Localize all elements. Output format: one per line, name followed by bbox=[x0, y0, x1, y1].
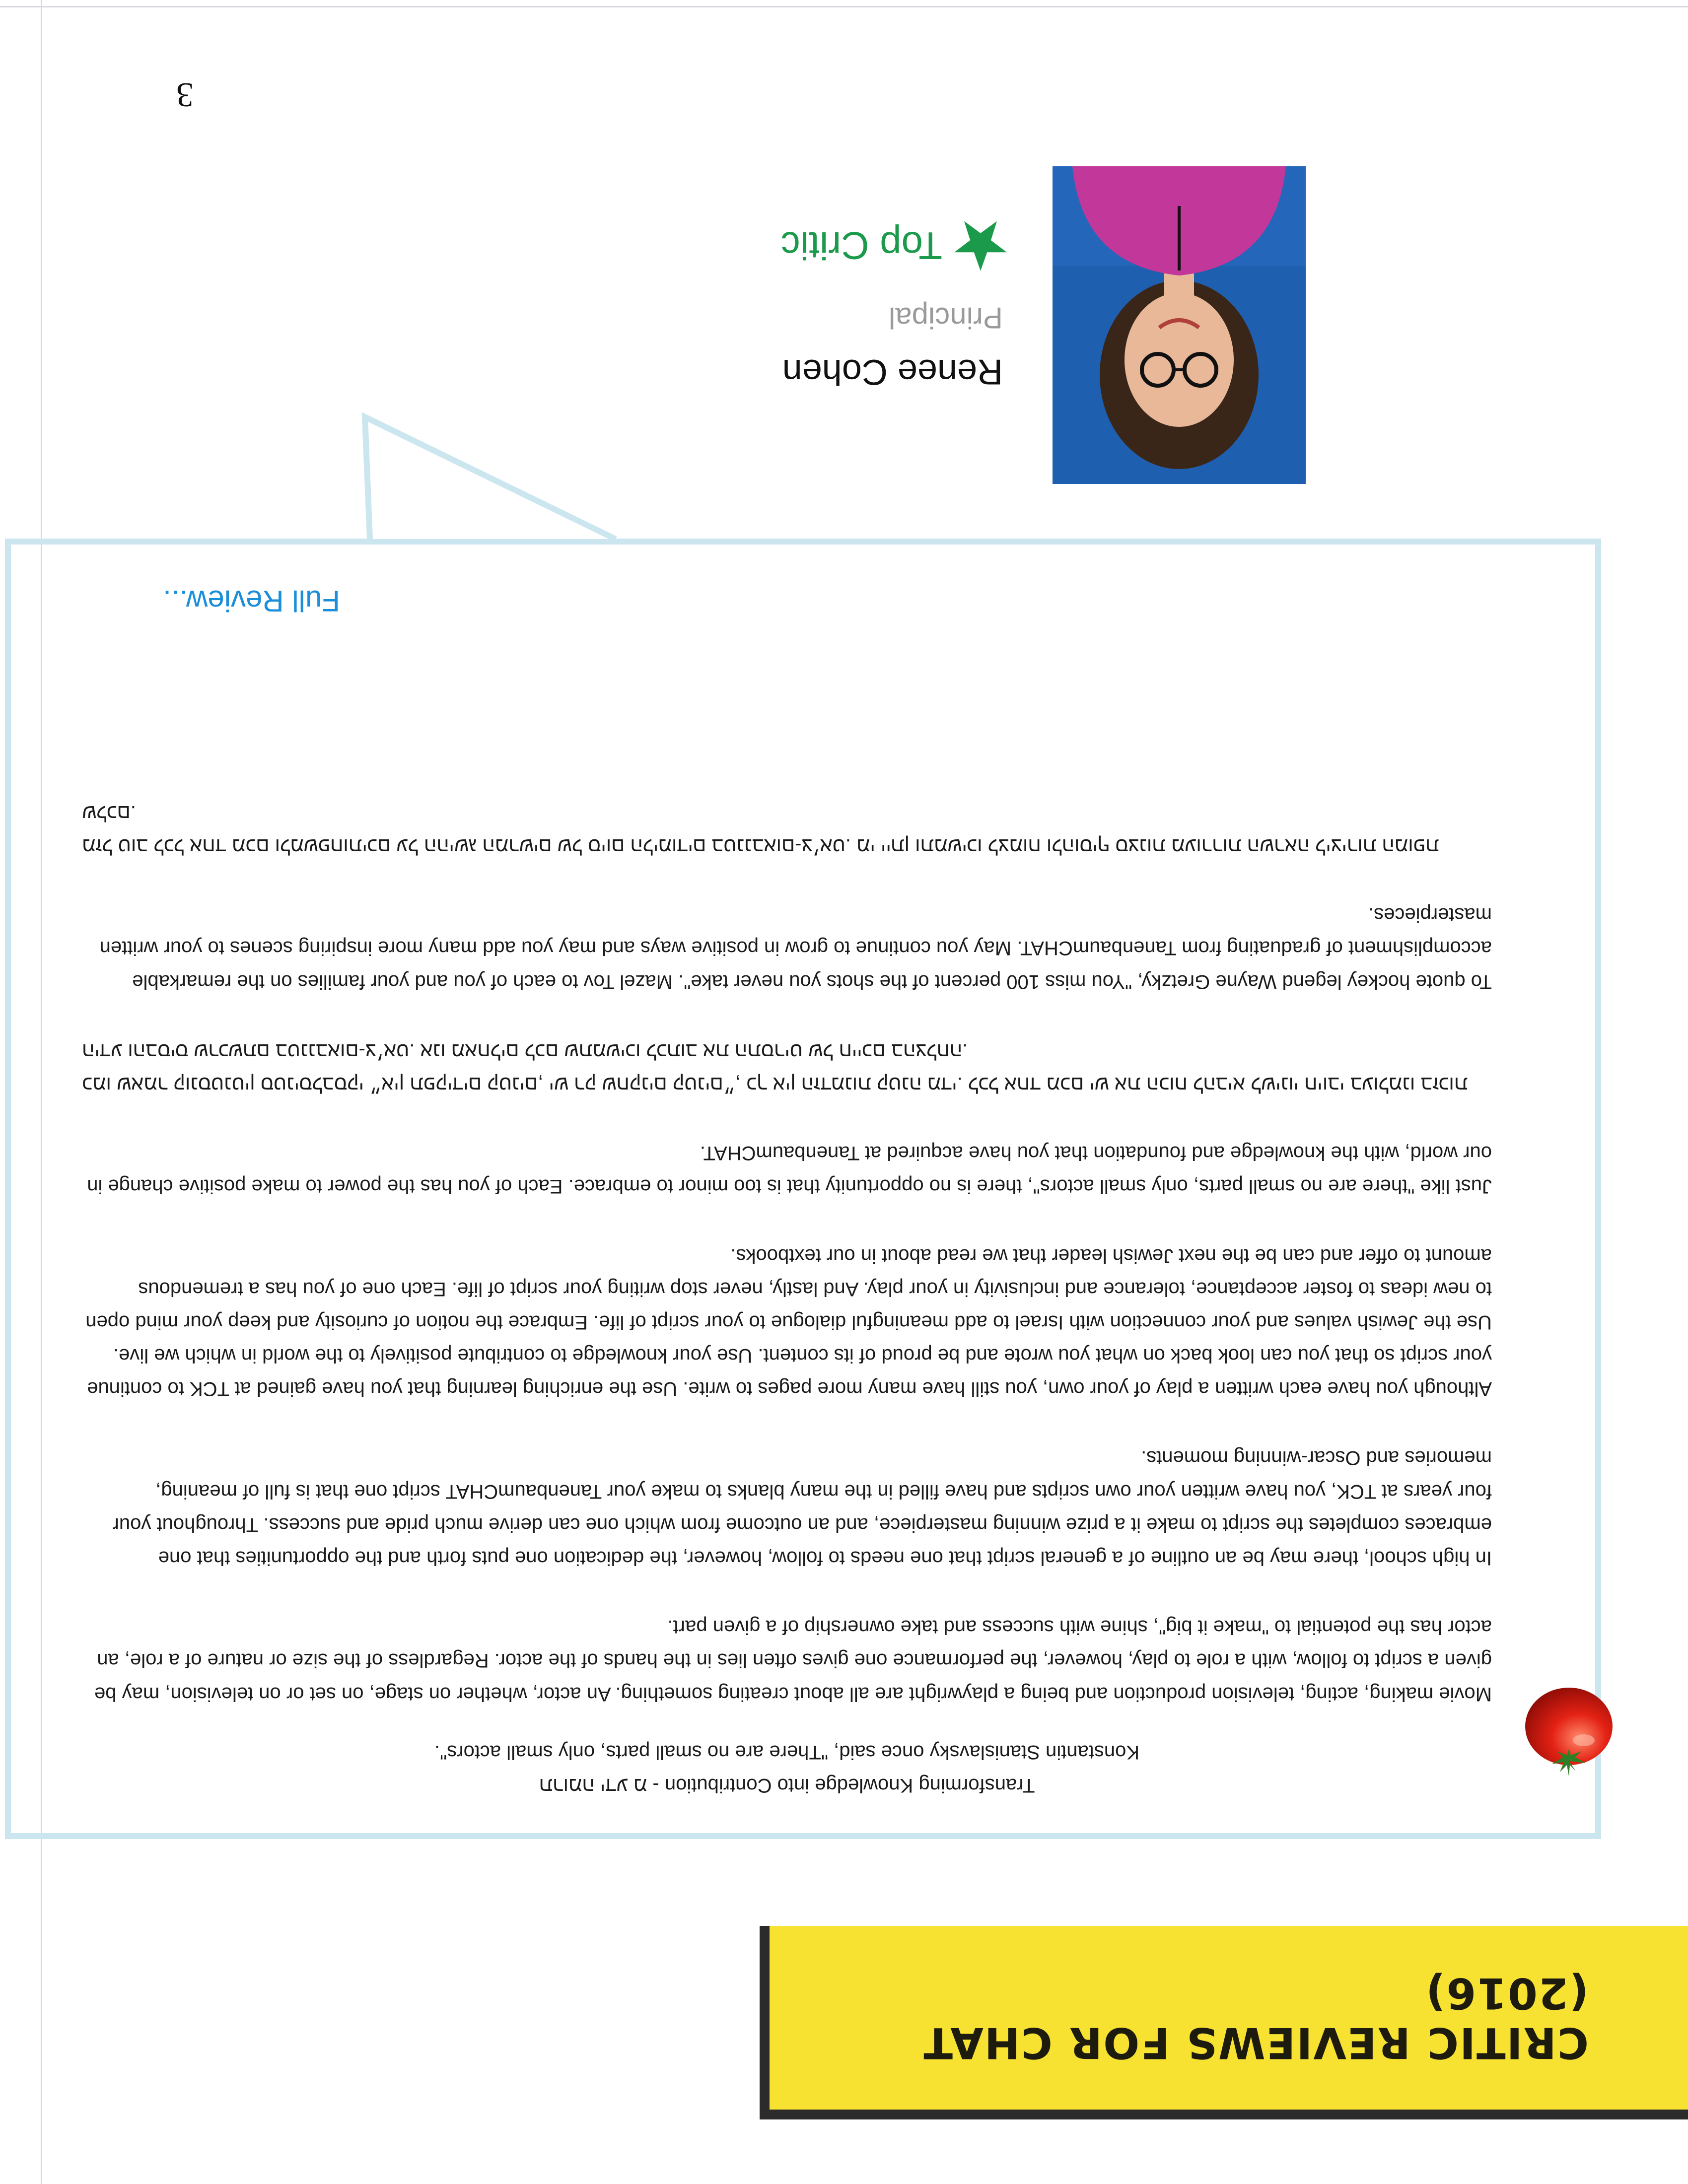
review-paragraph: In high school, there may be an outline of a general script that one needs to follow, however, the dedication one puts forth and the opportunities that one embraces completes the script to make it a prize winning masterpiece, and an outcome from which one can derive much pride and success. Throughout your four years at TCK, you have written your own scripts and have filled in the many blanks to make your TanenbaumCHAT script one that is full of meaning, memories and Oscar-winning moments. bbox=[112, 1447, 1492, 1570]
review-heading-line: Transforming Knowledge into Contribution - תרומה ידע מ bbox=[539, 1774, 1035, 1796]
review-paragraph-hebrew: מזל טוב לכל אחד מכם ולמשפחותיכם על ההישג המרשים של סיום הלימודים בטננבאום-צ׳אט. מי ייתן ותמשיכו לצמוח ולהוסיף סצנות מעוררות השראה ליצירות המופת שלכם. bbox=[82, 801, 1439, 857]
review-paragraph: Movie making, acting, television production and being a playwright are all about creating something. An actor, whether on stage, on set or on television, may be given a script to follow, with a role to play, however, the performance one gives often lies in the hands of the actor. Regardless of the size or nature of a role, an actor has the potential to "make it big", shine with success and take ownership of a given part. bbox=[94, 1616, 1492, 1705]
review-paragraph: To quote hockey legend Wayne Gretzky, "You miss 100 percent of the shots you never take". Mazel Tov to each of you and your families on the remarkable accomplishment of graduating from TanenbaumCHAT. May you continue to grow in positive ways and may you add many more inspiring scenes to your written masterpieces. bbox=[99, 904, 1492, 993]
full-review-link[interactable]: Full Review... bbox=[163, 584, 340, 617]
reviewer-name: Renee Cohen bbox=[782, 352, 1003, 392]
page-title: CRITIC REVIEWS FOR CHAT (2016) bbox=[922, 1968, 1589, 2067]
star-icon bbox=[953, 218, 1008, 273]
review-paragraph-hebrew: כמו שאמר קונסטנטין סטניסלבסקי ״אין תפקידים קטנים, יש רק שחקנים קטנים״, כך אין הזדמנות קטנה מדי. לכל אחד מכם יש את הכוח להביא לשינוי חיובי בעולמנו בזכות הידע והבסיס שרכשתם בטננבאום-צ׳אט. אנו מאחלים לכם שתמשיכו לכתוב את התסריט של חייכם בהצלחה. bbox=[82, 1039, 1468, 1095]
reviewer-photo bbox=[1053, 166, 1306, 484]
top-critic-badge bbox=[781, 218, 1008, 273]
tomato-icon bbox=[1519, 1683, 1618, 1782]
top-critic-label: Top Critic bbox=[780, 224, 942, 268]
review-quote-line: Konstantin Stanislavsky once said, "There are no small parts, only small actors". bbox=[434, 1741, 1140, 1763]
review-heading bbox=[82, 1735, 1492, 1802]
review-paragraph: Although you have each written a play of your own, you still have many more pages to write. Use the enriching learning that you have gained at TCK to continue your script so that you can look back on what you wrote and be proud of its content. Use your knowledge to contribute positively to the world in which we live. Use the Jewish values and your connection with Israel to add meaningful dialogue to your script of life. Embrace the notion of curiosity and keep your mind open to new ideas to foster acceptance, tolerance and inclusivity in your play. And lastly, never stop writing your script of life. Each one of you has a tremendous amount to offer and can be the next Jewish leader that we read about in our textbooks. bbox=[85, 1244, 1492, 1400]
review-paragraph: Just like "there are no small parts, only small actors", there is no opportunity that is too minor to embrace. Each of you has the power to make positive change in our world, with the knowledge and foundation that you have acquired at TanenbaumCHAT. bbox=[87, 1142, 1492, 1198]
reviewer-role: Principal bbox=[888, 301, 1003, 335]
scan-edge-line bbox=[0, 6, 1688, 7]
page-number: 3 bbox=[176, 75, 194, 114]
review-body bbox=[82, 760, 1492, 1802]
